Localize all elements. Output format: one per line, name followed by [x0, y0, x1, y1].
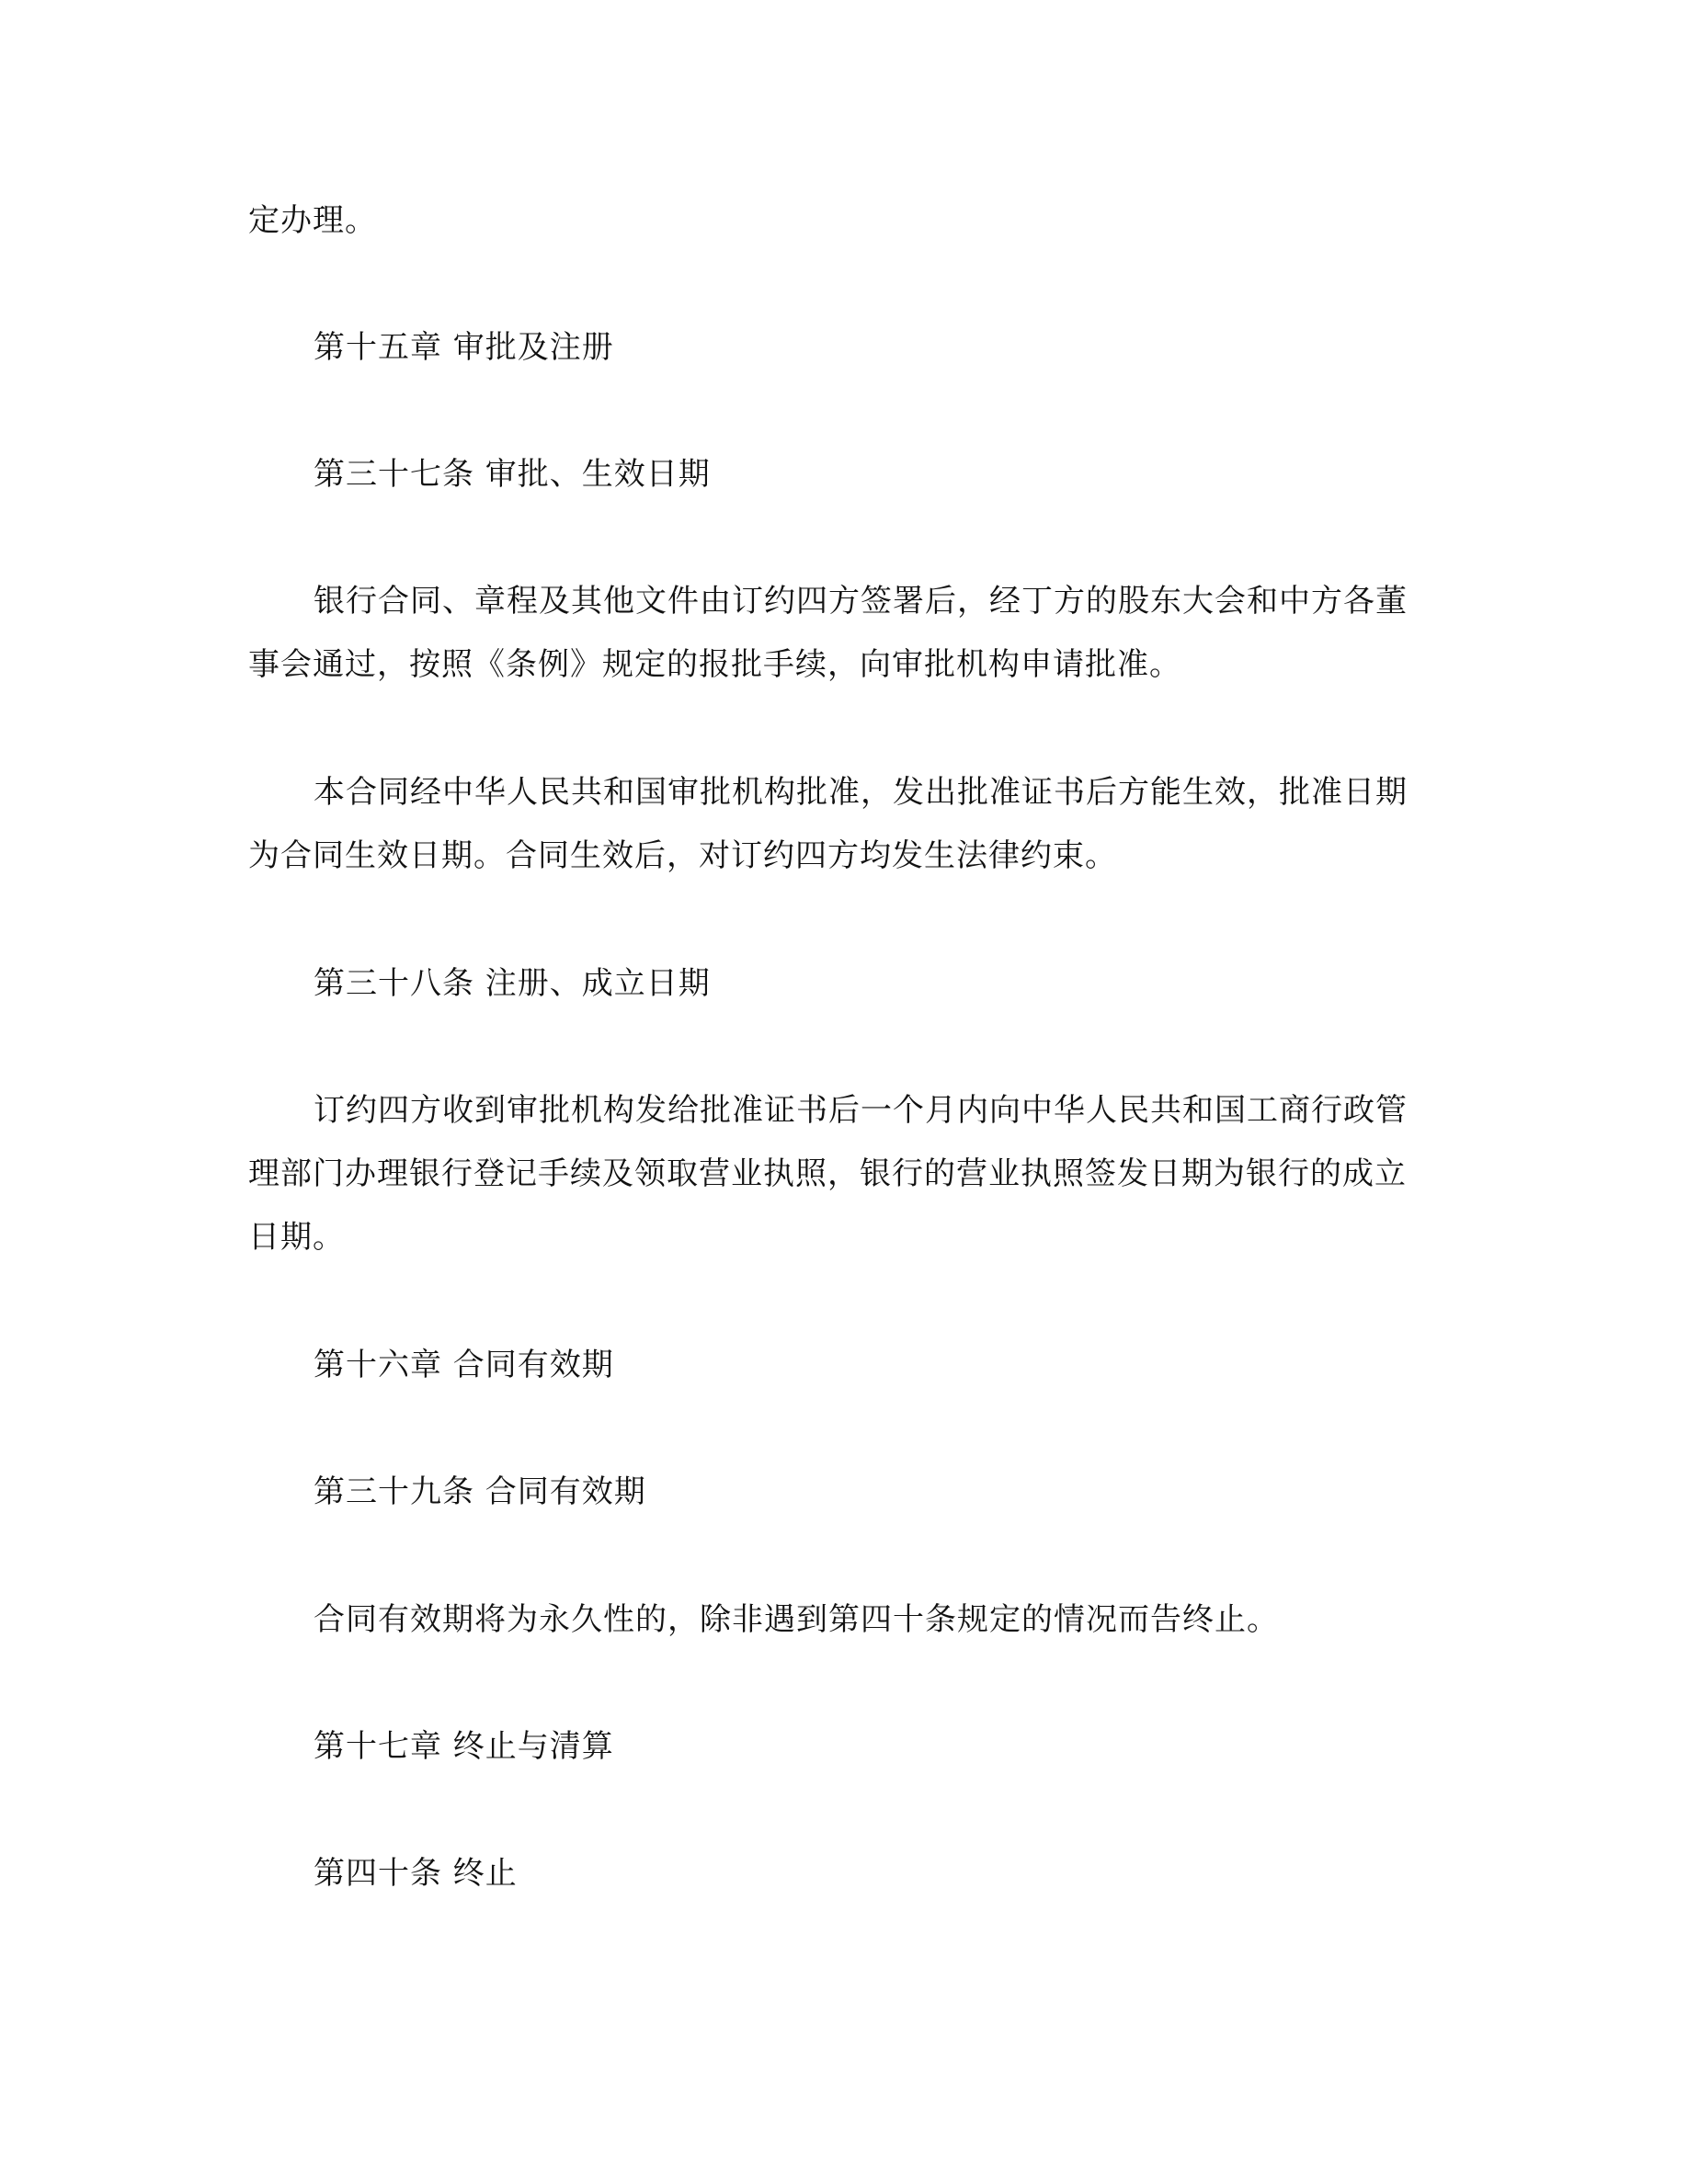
article-heading: 第三十九条 合同有效期	[314, 1473, 646, 1510]
paragraph-line: 订约四方收到审批机构发给批准证书后一个月内向中华人民共和国工商行政管	[314, 1092, 1408, 1129]
paragraph-line: 本合同经中华人民共和国审批机构批准，发出批准证书后方能生效，批准日期	[314, 774, 1408, 811]
article-heading: 第四十条 终止	[314, 1855, 518, 1892]
paragraph-continuation: 定办理。	[248, 202, 377, 239]
paragraph-line: 银行合同、章程及其他文件由订约四方签署后，经丁方的股东大会和中方各董	[314, 583, 1408, 620]
chapter-heading: 第十七章 终止与清算	[314, 1728, 614, 1765]
article-heading: 第三十八条 注册、成立日期	[314, 965, 711, 1002]
chapter-heading: 第十六章 合同有效期	[314, 1347, 614, 1383]
paragraph-line: 事会通过，按照《条例》规定的报批手续，向审批机构申请批准。	[248, 646, 1181, 683]
paragraph-line: 日期。	[248, 1219, 345, 1256]
paragraph-line: 理部门办理银行登记手续及领取营业执照，银行的营业执照签发日期为银行的成立	[248, 1155, 1407, 1192]
paragraph-line: 合同有效期将为永久性的，除非遇到第四十条规定的情况而告终止。	[314, 1601, 1279, 1638]
chapter-heading: 第十五章 审批及注册	[314, 329, 614, 366]
paragraph-line: 为合同生效日期。合同生效后，对订约四方均发生法律约束。	[248, 837, 1117, 874]
article-heading: 第三十七条 审批、生效日期	[314, 456, 711, 493]
